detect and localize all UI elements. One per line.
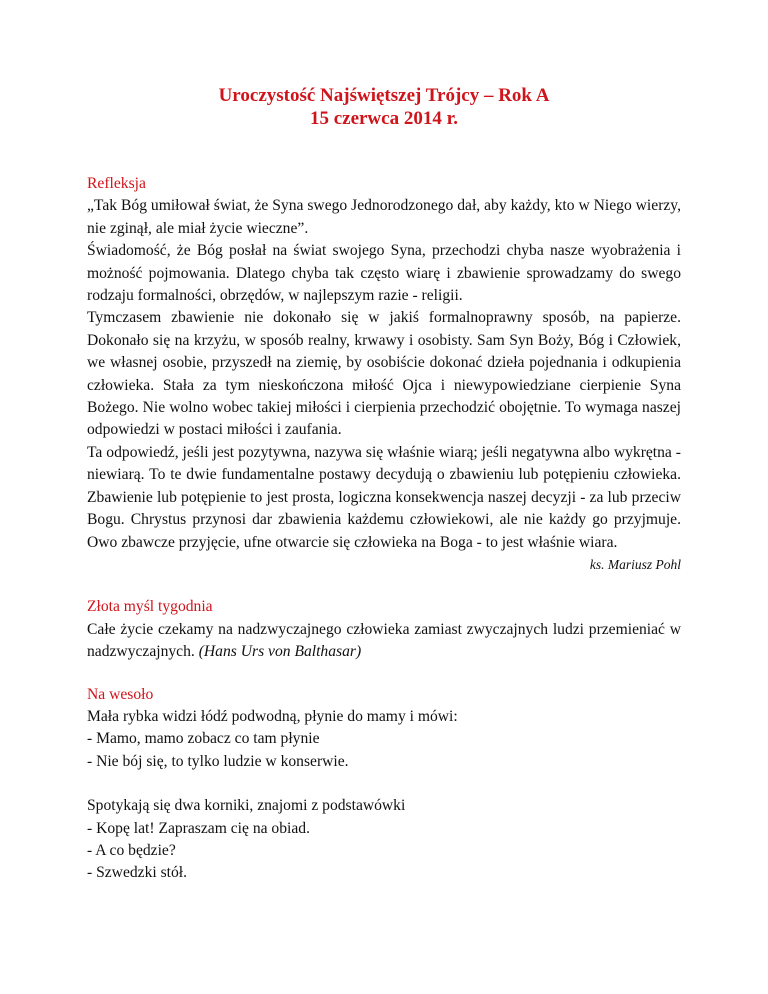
joke-line: - Szwedzki stół. <box>87 864 188 882</box>
thought-author: (Hans Urs von Balthasar) <box>198 643 362 661</box>
reflection-paragraph: „Tak Bóg umiłował świat, że Syna swego Jednorodzonego dał, aby każdy, kto w Niego wierzy, nie zginął, ale miał życie wieczne”. <box>87 197 681 237</box>
joke-line: - Nie bój się, to tylko ludzie w konserwie. <box>87 752 349 770</box>
reflection-paragraph: Świadomość, że Bóg posłał na świat swojego Syna, przechodzi chyba nasze wyobrażenia i możność pojmowania. Dlatego chyba tak często wiarę i zbawienie sprowadzamy do swego rodzaju formalności, obrzędów, w najlepszym razie - religii. <box>87 242 681 305</box>
joke-line: - Mamo, mamo zobacz co tam płynie <box>87 730 320 748</box>
humor-section <box>87 684 681 885</box>
reflection-signature: ks. Mariusz Pohl <box>589 556 681 572</box>
thought-text: Całe życie czekamy na nadzwyczajnego człowieka zamiast zwyczajnych ludzi przemieniać w nadzwyczajnych. <box>87 620 681 661</box>
thought-section <box>87 596 681 663</box>
thought-heading: Złota myśl tygodnia <box>87 598 213 616</box>
joke-line: Mała rybka widzi łódź podwodną, płynie do mamy i mówi: <box>87 707 458 725</box>
joke-2 <box>87 795 681 885</box>
document-title <box>0 84 768 130</box>
joke-1 <box>87 706 681 773</box>
joke-line: - Kopę lat! Zapraszam cię na obiad. <box>87 819 310 837</box>
humor-heading: Na wesoło <box>87 685 154 703</box>
joke-line: Spotykają się dwa korniki, znajomi z podstawówki <box>87 797 406 815</box>
title-line-2: 15 czerwca 2014 r. <box>309 108 459 129</box>
title-line-1: Uroczystość Najświętszej Trójcy – Rok A <box>218 85 550 106</box>
joke-line: - A co będzie? <box>87 841 176 859</box>
reflection-paragraph: Ta odpowiedź, jeśli jest pozytywna, nazywa się właśnie wiarą; jeśli negatywna albo wykrętna - niewiarą. To te dwie fundamentalne postawy decydują o zbawieniu lub potępieniu człowieka. Zbawienie lub potępienie to jest prosta, logiczna konsekwencja naszej decyzji - za lub przeciw Bogu. Chrystus przynosi dar zbawienia każdemu człowiekowi, ale nie każdy go przyjmuje. Owo zbawcze przyjęcie, ufne otwarcie się człowieka na Boga - to jest właśnie wiara. <box>87 443 681 551</box>
thought-text-block <box>87 619 681 664</box>
document-content <box>87 173 681 885</box>
reflection-paragraph: Tymczasem zbawienie nie dokonało się w jakiś formalnoprawny sposób, na papierze. Dokonało się na krzyżu, w sposób realny, krwawy i osobisty. Sam Syn Boży, Bóg i Człowiek, we własnej osobie, przyszedł na ziemię, by osobiście dokonać dzieła pojednania i odkupienia człowieka. Stała za tym nieskończona miłość Ojca i niewypowiedziane cierpienie Syna Bożego. Nie wolno wobec takiej miłości i cierpienia przechodzić obojętnie. To wymaga naszej odpowiedzi w postaci miłości i zaufania. <box>87 309 681 439</box>
reflection-section <box>87 173 681 576</box>
reflection-heading: Refleksja <box>87 175 146 192</box>
